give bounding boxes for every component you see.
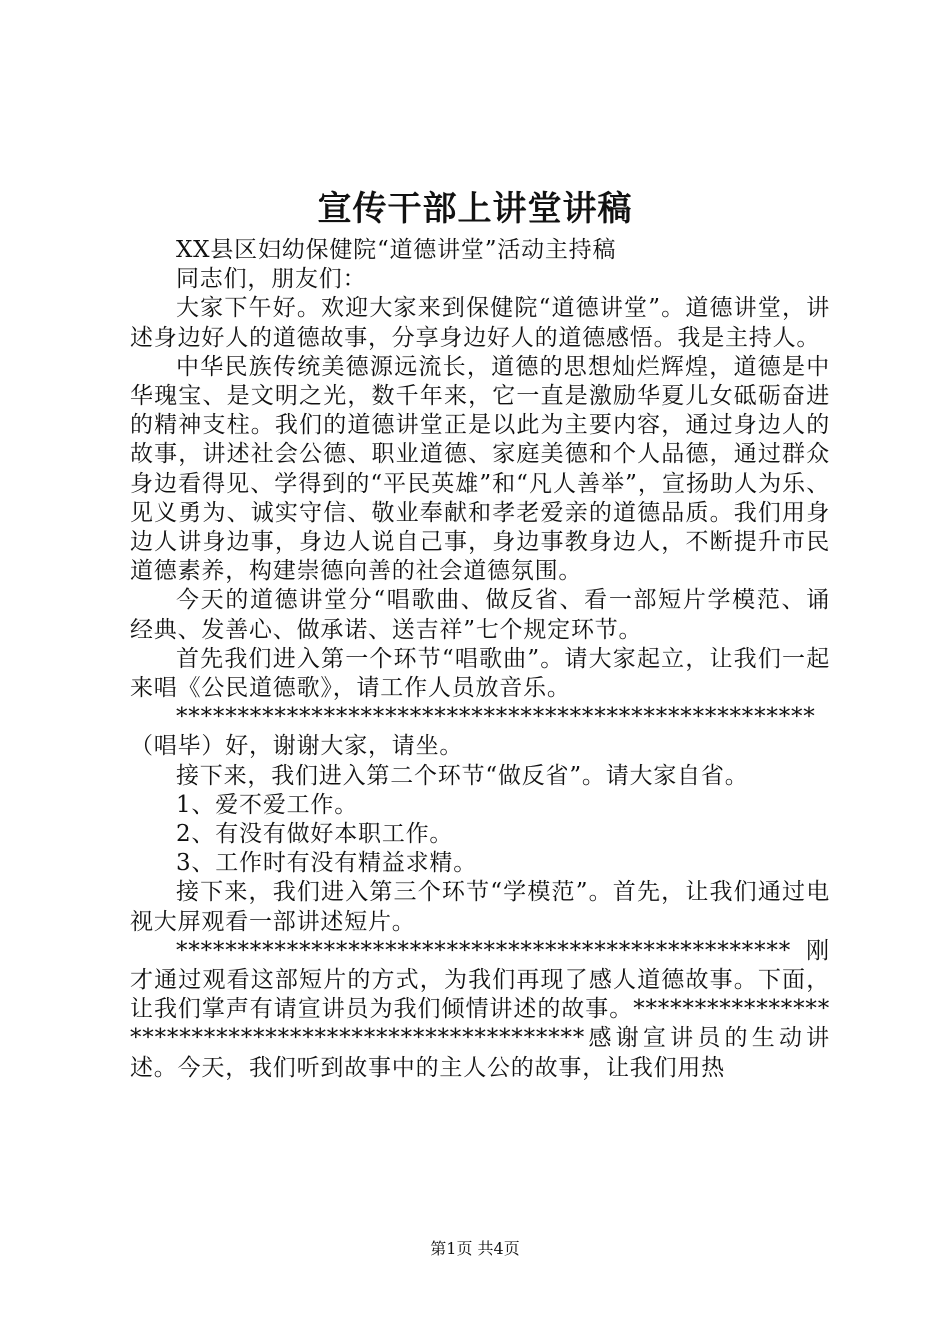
paragraph-first-session: 首先我们进入第一个环节“唱歌曲”。请大家起立，让我们一起来唱《公民道德歌》，请工作人员放音乐。	[130, 645, 830, 702]
paragraph-second-session: 接下来，我们进入第二个环节“做反省”。请大家自省。	[176, 762, 749, 789]
paragraph-greeting: 同志们，朋友们：	[176, 266, 367, 293]
document-title: 宣传干部上讲堂讲稿	[317, 189, 633, 229]
paragraph-after-singing: ****************************************************（唱毕）好，谢谢大家，请坐。	[130, 704, 816, 760]
paragraph-third-session: 接下来，我们进入第三个环节“学模范”。首先，让我们通过电视大屏观看一部讲述短片。	[130, 879, 830, 935]
page-footer: 第1页 共4页	[430, 1239, 520, 1258]
list-item-2: 2、有没有做好本职工作。	[176, 821, 454, 848]
paragraph-welcome: 大家下午好。欢迎大家来到保健院“道德讲堂”。道德讲堂，讲述身边好人的道德故事，分享身边好人的道德感悟。我是主持人。	[130, 295, 830, 351]
paragraph-sessions: 今天的道德讲堂分“唱歌曲、做反省、看一部短片学模范、诵经典、发善心、做承诺、送吉祥”七个规定环节。	[130, 587, 830, 643]
list-item-1: 1、爱不爱工作。	[176, 791, 359, 818]
paragraph-moral-tradition: 中华民族传统美德源远流长，道德的思想灿烂辉煌，道德是中华瑰宝、是文明之光，数千年来，它一直是激励华夏儿女砥砺奋进的精神支柱。我们的道德讲堂正是以此为主要内容，通过身边人的故事，讲述社会公德、职业道德、家庭美德和个人品德，通过群众身边看得见、学得到的“平民英雄”和“凡人善举”，宣扬助人为乐、见义勇为、诚实守信、敬业奉献和孝老爱亲的道德品质。我们用身边人讲身边事，身边人说自己事，身边事教身边人，不断提升市民道德素养，构建崇德向善的社会道德氛围。	[130, 353, 830, 585]
document-body	[130, 236, 830, 1083]
paragraph-after-video: **************************************************刚才通过观看这部短片的方式，为我们再现了感人道德故事。下面，让我们掌声有请宣讲员为我们倾情讲述的故事。*****************************************************感谢宣讲员的生动讲述。今天，我们听到故事中的主人公的故事，让我们用热	[130, 937, 830, 1081]
paragraph-heading-line: XX县区妇幼保健院“道德讲堂”活动主持稿	[176, 237, 617, 263]
list-item-3: 3、工作时有没有精益求精。	[176, 850, 478, 877]
